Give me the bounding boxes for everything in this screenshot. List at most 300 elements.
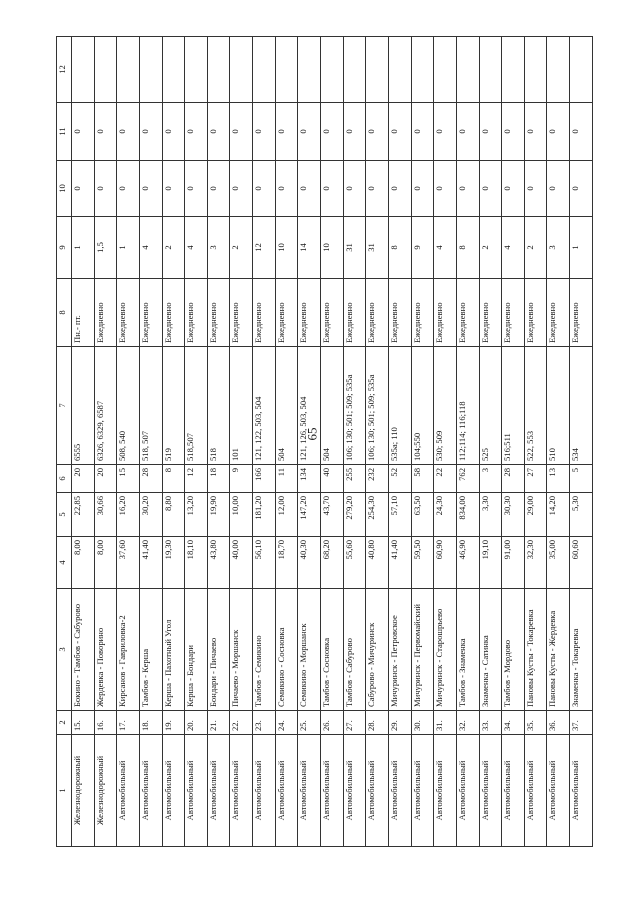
column-header-4: 4 [57, 537, 72, 589]
route-number-cell: 23. [253, 711, 276, 735]
route-number-cell: 37. [570, 711, 593, 735]
col-12-cell [524, 37, 547, 103]
frequency-cell: 4 [139, 217, 162, 279]
route-name-cell: Знаменка - Сатинка [479, 589, 502, 711]
distance-cell: 46,90 [456, 537, 479, 589]
col-12-cell [570, 37, 593, 103]
table-body [72, 37, 593, 847]
count-cell: 27 [524, 465, 547, 493]
table-row [502, 37, 525, 847]
schedule-cell: Ежедневно [502, 279, 525, 347]
volume-cell: 181,20 [253, 493, 276, 537]
col-11-cell: 0 [139, 103, 162, 161]
distance-cell: 40,00 [230, 537, 253, 589]
count-cell: 20 [72, 465, 95, 493]
volume-cell: 19,90 [207, 493, 230, 537]
route-number-cell: 32. [456, 711, 479, 735]
route-number-cell: 30. [411, 711, 434, 735]
col-10-cell: 0 [411, 161, 434, 217]
route-name-cell: Кирсанов - Гавриловка-2 [117, 589, 140, 711]
train-numbers-cell: 510 [547, 347, 570, 465]
column-header-1: 1 [57, 735, 72, 847]
transport-mode-cell: Автомобильный [207, 735, 230, 847]
train-numbers-cell: 6555 [72, 347, 95, 465]
column-header-3: 3 [57, 589, 72, 711]
col-11-cell: 0 [411, 103, 434, 161]
train-numbers-cell: 519 [162, 347, 185, 465]
count-cell: 232 [366, 465, 389, 493]
volume-cell: 254,30 [366, 493, 389, 537]
route-name-cell: Пановы Кусты - Жердевка [547, 589, 570, 711]
col-12-cell [388, 37, 411, 103]
count-cell: 18 [207, 465, 230, 493]
route-name-cell: Мичуринск - Первомайский [411, 589, 434, 711]
col-11-cell: 0 [321, 103, 344, 161]
table-row [570, 37, 593, 847]
volume-cell: 279,20 [343, 493, 366, 537]
frequency-cell: 8 [388, 217, 411, 279]
route-name-cell: Пичаево - Моршанск [230, 589, 253, 711]
col-12-cell [343, 37, 366, 103]
table-row [139, 37, 162, 847]
column-header-2: 2 [57, 711, 72, 735]
table-row [94, 37, 117, 847]
table-row [321, 37, 344, 847]
col-12-cell [411, 37, 434, 103]
table-row [117, 37, 140, 847]
col-10-cell: 0 [275, 161, 298, 217]
distance-cell: 41,40 [139, 537, 162, 589]
transport-mode-cell: Автомобильный [434, 735, 457, 847]
table-row [298, 37, 321, 847]
table-row [547, 37, 570, 847]
schedule-cell: Ежедневно [94, 279, 117, 347]
train-numbers-cell: 530; 509 [434, 347, 457, 465]
train-numbers-cell: 101 [230, 347, 253, 465]
col-11-cell: 0 [275, 103, 298, 161]
route-name-cell: Тамбов - Сосновка [321, 589, 344, 711]
col-11-cell: 0 [547, 103, 570, 161]
count-cell: 28 [139, 465, 162, 493]
schedule-cell: Ежедневно [456, 279, 479, 347]
distance-cell: 8,00 [72, 537, 95, 589]
train-numbers-cell: 504 [321, 347, 344, 465]
distance-cell: 59,50 [411, 537, 434, 589]
frequency-cell: 2 [162, 217, 185, 279]
schedule-cell: Ежедневно [275, 279, 298, 347]
transport-mode-cell: Автомобильный [456, 735, 479, 847]
route-number-cell: 26. [321, 711, 344, 735]
transport-mode-cell: Автомобильный [388, 735, 411, 847]
frequency-cell: 1 [117, 217, 140, 279]
col-10-cell: 0 [139, 161, 162, 217]
frequency-cell: 3 [547, 217, 570, 279]
table-row [275, 37, 298, 847]
column-header-5: 5 [57, 493, 72, 537]
volume-cell: 10,00 [230, 493, 253, 537]
route-number-cell: 16. [94, 711, 117, 735]
count-cell: 762 [456, 465, 479, 493]
distance-cell: 60,90 [434, 537, 457, 589]
frequency-cell: 1 [72, 217, 95, 279]
col-12-cell [94, 37, 117, 103]
count-cell: 52 [388, 465, 411, 493]
schedule-cell: Ежедневно [524, 279, 547, 347]
col-10-cell: 0 [524, 161, 547, 217]
route-number-cell: 20. [185, 711, 208, 735]
transport-mode-cell: Автомобильный [230, 735, 253, 847]
train-numbers-cell: 516;511 [502, 347, 525, 465]
train-numbers-cell: 518 [207, 347, 230, 465]
count-cell: 40 [321, 465, 344, 493]
frequency-cell: 10 [275, 217, 298, 279]
col-12-cell [253, 37, 276, 103]
count-cell: 58 [411, 465, 434, 493]
distance-cell: 37,60 [117, 537, 140, 589]
column-header-9: 9 [57, 217, 72, 279]
volume-cell: 12,00 [275, 493, 298, 537]
route-number-cell: 17. [117, 711, 140, 735]
train-numbers-cell: 121, 122, 503, 504 [253, 347, 276, 465]
schedule-cell: Ежедневно [366, 279, 389, 347]
transport-mode-cell: Автомобильный [321, 735, 344, 847]
column-header-7: 7 [57, 347, 72, 465]
transport-mode-cell: Автомобильный [479, 735, 502, 847]
frequency-cell: 9 [411, 217, 434, 279]
column-header-10: 10 [57, 161, 72, 217]
route-number-cell: 29. [388, 711, 411, 735]
col-11-cell: 0 [479, 103, 502, 161]
col-12-cell [162, 37, 185, 103]
col-11-cell: 0 [343, 103, 366, 161]
header-row [57, 37, 72, 847]
transport-mode-cell: Автомобильный [570, 735, 593, 847]
volume-cell: 43,70 [321, 493, 344, 537]
transport-mode-cell: Железнодорожный [94, 735, 117, 847]
column-header-12: 12 [57, 37, 72, 103]
col-12-cell [456, 37, 479, 103]
col-11-cell: 0 [72, 103, 95, 161]
train-numbers-cell: 518,507 [185, 347, 208, 465]
schedule-cell: Ежедневно [117, 279, 140, 347]
train-numbers-cell: 104;550 [411, 347, 434, 465]
volume-cell: 63,50 [411, 493, 434, 537]
table-row [253, 37, 276, 847]
count-cell: 3 [479, 465, 502, 493]
count-cell: 255 [343, 465, 366, 493]
schedule-cell: Ежедневно [162, 279, 185, 347]
route-number-cell: 24. [275, 711, 298, 735]
route-name-cell: Тамбов - Семикино [253, 589, 276, 711]
table-row [411, 37, 434, 847]
distance-cell: 19,30 [162, 537, 185, 589]
train-numbers-cell: 534 [570, 347, 593, 465]
count-cell: 12 [185, 465, 208, 493]
train-numbers-cell: 535а; 110 [388, 347, 411, 465]
route-number-cell: 35. [524, 711, 547, 735]
volume-cell: 29,00 [524, 493, 547, 537]
count-cell: 8 [162, 465, 185, 493]
distance-cell: 8,00 [94, 537, 117, 589]
col-12-cell [275, 37, 298, 103]
route-number-cell: 18. [139, 711, 162, 735]
col-10-cell: 0 [230, 161, 253, 217]
volume-cell: 30,20 [139, 493, 162, 537]
column-header-8: 8 [57, 279, 72, 347]
count-cell: 13 [547, 465, 570, 493]
col-12-cell [321, 37, 344, 103]
table-row [366, 37, 389, 847]
schedule-cell: Ежедневно [547, 279, 570, 347]
col-11-cell: 0 [207, 103, 230, 161]
col-10-cell: 0 [185, 161, 208, 217]
col-12-cell [72, 37, 95, 103]
schedule-cell: Пн.- пт. [72, 279, 95, 347]
train-numbers-cell: 508, 540 [117, 347, 140, 465]
col-10-cell: 0 [207, 161, 230, 217]
distance-cell: 60,60 [570, 537, 593, 589]
page-number: 65 [304, 427, 320, 441]
count-cell: 22 [434, 465, 457, 493]
frequency-cell: 8 [456, 217, 479, 279]
table-row [343, 37, 366, 847]
col-12-cell [502, 37, 525, 103]
train-numbers-cell: 106; 130; 501; 509; 535а [366, 347, 389, 465]
col-10-cell: 0 [547, 161, 570, 217]
schedule-cell: Ежедневно [411, 279, 434, 347]
col-10-cell: 0 [298, 161, 321, 217]
column-header-6: 6 [57, 465, 72, 493]
col-11-cell: 0 [298, 103, 321, 161]
volume-cell: 3,30 [479, 493, 502, 537]
route-number-cell: 28. [366, 711, 389, 735]
col-10-cell: 0 [434, 161, 457, 217]
schedule-cell: Ежедневно [570, 279, 593, 347]
frequency-cell: 4 [185, 217, 208, 279]
col-10-cell: 0 [72, 161, 95, 217]
distance-cell: 40,30 [298, 537, 321, 589]
route-number-cell: 22. [230, 711, 253, 735]
volume-cell: 5,30 [570, 493, 593, 537]
route-name-cell: Семикино - Моршанск [298, 589, 321, 711]
route-number-cell: 15. [72, 711, 95, 735]
col-11-cell: 0 [94, 103, 117, 161]
table-row [162, 37, 185, 847]
route-name-cell: Тамбов - Сабурово [343, 589, 366, 711]
col-12-cell [366, 37, 389, 103]
route-number-cell: 36. [547, 711, 570, 735]
volume-cell: 24,30 [434, 493, 457, 537]
distance-cell: 56,10 [253, 537, 276, 589]
col-11-cell: 0 [570, 103, 593, 161]
frequency-cell: 31 [343, 217, 366, 279]
col-11-cell: 0 [434, 103, 457, 161]
count-cell: 20 [94, 465, 117, 493]
volume-cell: 30,30 [502, 493, 525, 537]
col-10-cell: 0 [366, 161, 389, 217]
col-10-cell: 0 [479, 161, 502, 217]
table-row [72, 37, 95, 847]
schedule-cell: Ежедневно [207, 279, 230, 347]
volume-cell: 16,20 [117, 493, 140, 537]
train-numbers-cell: 112;114; 116;118 [456, 347, 479, 465]
table-row [434, 37, 457, 847]
distance-cell: 91,00 [502, 537, 525, 589]
count-cell: 5 [570, 465, 593, 493]
transport-mode-cell: Автомобильный [253, 735, 276, 847]
column-header-11: 11 [57, 103, 72, 161]
col-12-cell [479, 37, 502, 103]
col-10-cell: 0 [502, 161, 525, 217]
volume-cell: 834,00 [456, 493, 479, 537]
table-row [230, 37, 253, 847]
count-cell: 166 [253, 465, 276, 493]
distance-cell: 43,80 [207, 537, 230, 589]
route-name-cell: Бондари - Пичаево [207, 589, 230, 711]
transport-mode-cell: Автомобильный [524, 735, 547, 847]
col-11-cell: 0 [456, 103, 479, 161]
col-10-cell: 0 [117, 161, 140, 217]
route-name-cell: Тамбов - Мордово [502, 589, 525, 711]
count-cell: 134 [298, 465, 321, 493]
route-name-cell: Тамбов - Керша [139, 589, 162, 711]
route-table [56, 36, 593, 847]
col-11-cell: 0 [388, 103, 411, 161]
schedule-cell: Ежедневно [185, 279, 208, 347]
frequency-cell: 1 [570, 217, 593, 279]
train-numbers-cell: 518, 507 [139, 347, 162, 465]
volume-cell: 30,66 [94, 493, 117, 537]
distance-cell: 32,30 [524, 537, 547, 589]
distance-cell: 40,80 [366, 537, 389, 589]
distance-cell: 19,10 [479, 537, 502, 589]
col-11-cell: 0 [366, 103, 389, 161]
col-12-cell [298, 37, 321, 103]
col-10-cell: 0 [321, 161, 344, 217]
distance-cell: 35,00 [547, 537, 570, 589]
route-number-cell: 25. [298, 711, 321, 735]
schedule-cell: Ежедневно [388, 279, 411, 347]
count-cell: 9 [230, 465, 253, 493]
distance-cell: 55,60 [343, 537, 366, 589]
schedule-cell: Ежедневно [321, 279, 344, 347]
frequency-cell: 31 [366, 217, 389, 279]
transport-mode-cell: Автомобильный [343, 735, 366, 847]
col-10-cell: 0 [388, 161, 411, 217]
route-number-cell: 27. [343, 711, 366, 735]
distance-cell: 18,70 [275, 537, 298, 589]
col-10-cell: 0 [162, 161, 185, 217]
transport-mode-cell: Автомобильный [502, 735, 525, 847]
train-numbers-cell: 6326, 6329, 6587 [94, 347, 117, 465]
table-row [207, 37, 230, 847]
volume-cell: 8,80 [162, 493, 185, 537]
frequency-cell: 12 [253, 217, 276, 279]
train-numbers-cell: 106; 130; 501; 509; 535а [343, 347, 366, 465]
table-row [185, 37, 208, 847]
col-12-cell [547, 37, 570, 103]
col-12-cell [434, 37, 457, 103]
schedule-cell: Ежедневно [139, 279, 162, 347]
route-name-cell: Жердевка - Поворино [94, 589, 117, 711]
route-number-cell: 33. [479, 711, 502, 735]
transport-mode-cell: Автомобильный [298, 735, 321, 847]
frequency-cell: 4 [502, 217, 525, 279]
table-row [524, 37, 547, 847]
col-10-cell: 0 [343, 161, 366, 217]
count-cell: 11 [275, 465, 298, 493]
volume-cell: 22,85 [72, 493, 95, 537]
volume-cell: 147,20 [298, 493, 321, 537]
train-numbers-cell: 525 [479, 347, 502, 465]
route-name-cell: Сабурово - Мичуринск [366, 589, 389, 711]
frequency-cell: 2 [230, 217, 253, 279]
col-12-cell [185, 37, 208, 103]
route-name-cell: Пановы Кусты - Токаревка [524, 589, 547, 711]
transport-mode-cell: Автомобильный [411, 735, 434, 847]
transport-mode-cell: Автомобильный [117, 735, 140, 847]
route-name-cell: Семикино - Сосновка [275, 589, 298, 711]
transport-mode-cell: Автомобильный [185, 735, 208, 847]
transport-mode-cell: Автомобильный [547, 735, 570, 847]
distance-cell: 18,10 [185, 537, 208, 589]
train-numbers-cell: 504 [275, 347, 298, 465]
frequency-cell: 10 [321, 217, 344, 279]
table-row [456, 37, 479, 847]
col-12-cell [139, 37, 162, 103]
distance-cell: 68,20 [321, 537, 344, 589]
transport-mode-cell: Автомобильный [139, 735, 162, 847]
col-12-cell [207, 37, 230, 103]
col-11-cell: 0 [253, 103, 276, 161]
route-name-cell: Мичуринск - Старошрьево [434, 589, 457, 711]
col-10-cell: 0 [456, 161, 479, 217]
route-name-cell: Мичуринск - Петровское [388, 589, 411, 711]
col-11-cell: 0 [162, 103, 185, 161]
route-number-cell: 21. [207, 711, 230, 735]
rotated-table-container [56, 37, 593, 847]
route-name-cell: Керша - Бондари [185, 589, 208, 711]
volume-cell: 13,20 [185, 493, 208, 537]
frequency-cell: 2 [479, 217, 502, 279]
schedule-cell: Ежедневно [434, 279, 457, 347]
count-cell: 15 [117, 465, 140, 493]
col-10-cell: 0 [570, 161, 593, 217]
col-11-cell: 0 [524, 103, 547, 161]
count-cell: 28 [502, 465, 525, 493]
schedule-cell: Ежедневно [230, 279, 253, 347]
col-11-cell: 0 [185, 103, 208, 161]
route-number-cell: 31. [434, 711, 457, 735]
frequency-cell: 3 [207, 217, 230, 279]
route-name-cell: Знаменка - Токаревка [570, 589, 593, 711]
route-name-cell: Бокино - Тамбов - Сабурово [72, 589, 95, 711]
table-row [388, 37, 411, 847]
train-numbers-cell: 121, 126, 503, 504 [298, 347, 321, 465]
col-12-cell [117, 37, 140, 103]
route-number-cell: 34. [502, 711, 525, 735]
route-number-cell: 19. [162, 711, 185, 735]
col-12-cell [230, 37, 253, 103]
col-11-cell: 0 [502, 103, 525, 161]
route-name-cell: Керша - Пахотный Угол [162, 589, 185, 711]
col-11-cell: 0 [117, 103, 140, 161]
frequency-cell: 2 [524, 217, 547, 279]
volume-cell: 14,20 [547, 493, 570, 537]
schedule-cell: Ежедневно [479, 279, 502, 347]
volume-cell: 57,10 [388, 493, 411, 537]
route-name-cell: Тамбов - Знаменка [456, 589, 479, 711]
